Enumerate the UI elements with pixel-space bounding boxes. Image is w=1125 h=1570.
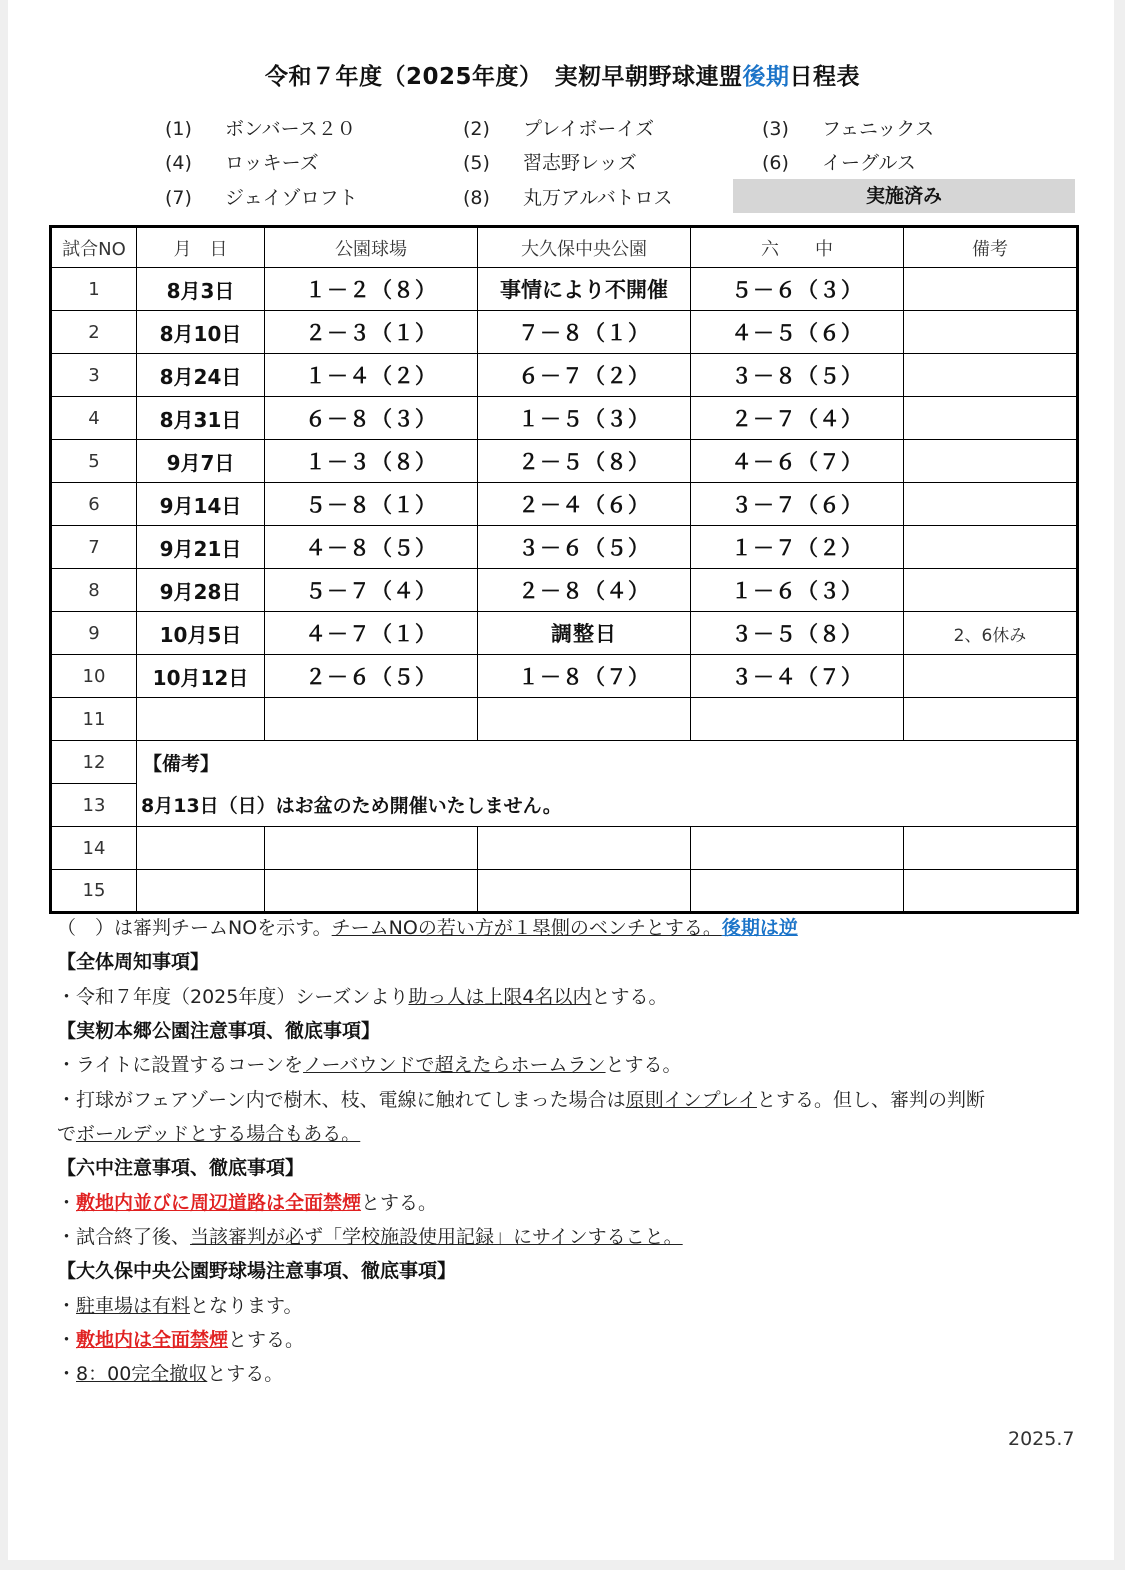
team-entry: (2) プレイボーイズ bbox=[463, 118, 655, 140]
table-row: 3 8月24日 １－４（２） ６－７（２） ３－８（５） bbox=[51, 354, 1078, 397]
done-legend-badge: 実施済み bbox=[733, 179, 1075, 213]
okubo-section-title: 【大久保中央公園野球場注意事項、徹底事項】 bbox=[57, 1260, 457, 1282]
header-match-no: 試合NO bbox=[51, 227, 137, 268]
header-okubo: 大久保中央公園 bbox=[478, 227, 691, 268]
table-row: 2 8月10日 ２－３（１） ７－８（１） ４－５（６） bbox=[51, 311, 1078, 354]
rokuchu-section-title: 【六中注意事項、徹底事項】 bbox=[57, 1157, 305, 1179]
table-row: 15 bbox=[51, 870, 1078, 913]
team-entry: (3) フェニックス bbox=[762, 118, 935, 140]
table-row: 1 8月3日 １－２（８） 事情により不開催 ５－６（３） bbox=[51, 268, 1078, 311]
team-entry: (5) 習志野レッズ bbox=[463, 152, 637, 174]
title-highlight: 後期 bbox=[742, 64, 790, 90]
title-prefix: 令和７年度（2025年度） 実籾早朝野球連盟 bbox=[264, 64, 743, 90]
title-suffix: 日程表 bbox=[789, 64, 860, 90]
team-entry: (7) ジェイゾロフト bbox=[165, 187, 358, 209]
hongo-rule-continued: でボールデッドとする場合もある。 bbox=[57, 1123, 361, 1145]
team-entry: (6) イーグルス bbox=[762, 152, 916, 174]
hongo-rule: ・ライトに設置するコーンをノーバウンドで超えたらホームランとする。 bbox=[57, 1054, 682, 1076]
second-half-reverse-note: 後期は逆 bbox=[721, 917, 798, 939]
hongo-rule: ・打球がフェアゾーン内で樹木、枝、電線に触れてしまった場合は原則インプレイとする。但し、審判の判断 bbox=[57, 1089, 985, 1111]
table-row: 13 8月13日（日）はお盆のため開催いたしません。 bbox=[51, 784, 1078, 827]
rokuchu-rule: ・敷地内並びに周辺道路は全面禁煙とする。 bbox=[57, 1192, 438, 1214]
header-rokuchu: 六 中 bbox=[691, 227, 904, 268]
header-remark: 備考 bbox=[904, 227, 1078, 268]
header-date: 月 日 bbox=[137, 227, 265, 268]
table-header-row bbox=[51, 227, 1078, 268]
table-row: 5 9月7日 １－３（８） ２－５（８） ４－６（７） bbox=[51, 440, 1078, 483]
table-row: 14 bbox=[51, 827, 1078, 870]
schedule-table bbox=[49, 225, 1079, 914]
document-date: 2025.7 bbox=[1008, 1428, 1075, 1450]
note-title: 【備考】 bbox=[137, 741, 1078, 784]
team-entry: (1) ボンバース２０ bbox=[165, 118, 356, 140]
okubo-rule: ・8：00完全撤収とする。 bbox=[57, 1363, 284, 1385]
header-park: 公園球場 bbox=[265, 227, 478, 268]
team-entry: (4) ロッキーズ bbox=[165, 152, 319, 174]
rokuchu-rule: ・試合終了後、当該審判が必ず「学校施設使用記録」にサインすること。 bbox=[57, 1226, 683, 1248]
footnote-line: （ ）は審判チームNOを示す。チームNOの若い方が１塁側のベンチとする。後期は逆 bbox=[57, 917, 798, 939]
general-section-title: 【全体周知事項】 bbox=[57, 951, 210, 973]
general-rule: ・令和７年度（2025年度）シーズンより助っ人は上限4名以内とする。 bbox=[57, 986, 668, 1008]
table-row: 12 【備考】 bbox=[51, 741, 1078, 784]
table-row: 11 bbox=[51, 698, 1078, 741]
okubo-rule: ・敷地内は全面禁煙とする。 bbox=[57, 1329, 305, 1351]
page-title bbox=[0, 58, 1125, 91]
okubo-rule: ・駐車場は有料となります。 bbox=[57, 1295, 303, 1317]
table-row: 7 9月21日 ４－８（５） ３－６（５） １－７（２） bbox=[51, 526, 1078, 569]
table-row: 6 9月14日 ５－８（１） ２－４（６） ３－７（６） bbox=[51, 483, 1078, 526]
hongo-section-title: 【実籾本郷公園注意事項、徹底事項】 bbox=[57, 1020, 381, 1042]
table-row: 8 9月28日 ５－７（４） ２－８（４） １－６（３） bbox=[51, 569, 1078, 612]
team-entry: (8) 丸万アルバトロス bbox=[463, 187, 673, 209]
note-text: 8月13日（日）はお盆のため開催いたしません。 bbox=[137, 784, 1078, 827]
table-row: 9 10月5日 ４－７（１） 調整日 ３－５（８） 2、6休み bbox=[51, 612, 1078, 655]
table-row: 4 8月31日 ６－８（３） １－５（３） ２－７（４） bbox=[51, 397, 1078, 440]
table-row: 10 10月12日 ２－６（５） １－８（７） ３－４（７） bbox=[51, 655, 1078, 698]
